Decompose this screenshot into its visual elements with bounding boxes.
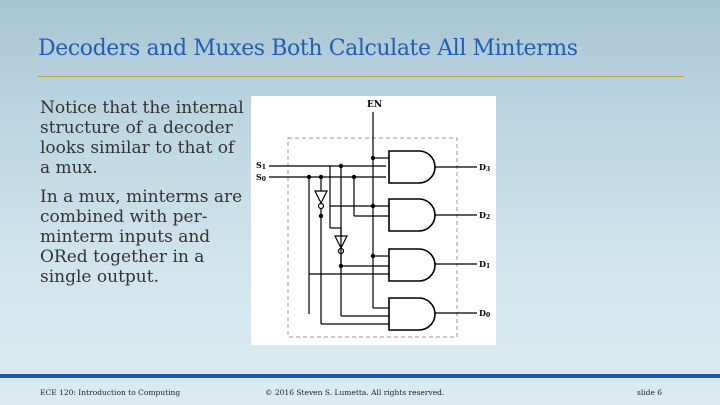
- and-gate-d0: [389, 298, 435, 330]
- footer-slide-number: slide 6: [637, 388, 663, 397]
- output-label-d3: D3: [479, 162, 491, 173]
- and-gate-d1: [389, 249, 435, 281]
- paragraph-mux: In a mux, minterms are combined with per-minterm inputs and ORed together in a single output.: [40, 187, 243, 287]
- input-label-s1: S1: [256, 160, 266, 171]
- output-label-d0: D0: [479, 308, 491, 319]
- title-divider: [38, 76, 684, 77]
- output-label-d2: D2: [479, 210, 491, 221]
- and-gate-d2: [389, 199, 435, 231]
- enable-label: EN: [367, 100, 383, 110]
- decoder-diagram: [251, 96, 496, 345]
- footer-copyright: © 2016 Steven S. Lumetta. All rights reserved.: [265, 388, 445, 397]
- input-label-s0: S0: [256, 172, 266, 183]
- body-text: [40, 98, 245, 296]
- paragraph-decoder: Notice that the internal structure of a decoder looks similar to that of a mux.: [40, 98, 244, 178]
- footer-bar: [0, 374, 720, 378]
- footer-course: ECE 120: Introduction to Computing: [40, 388, 181, 397]
- output-label-d1: D1: [479, 259, 491, 270]
- inverter-s0: [315, 191, 327, 203]
- decoder-circuit: [251, 96, 496, 345]
- slide-title: Decoders and Muxes Both Calculate All Minterms: [38, 36, 578, 61]
- and-gate-d3: [389, 151, 435, 183]
